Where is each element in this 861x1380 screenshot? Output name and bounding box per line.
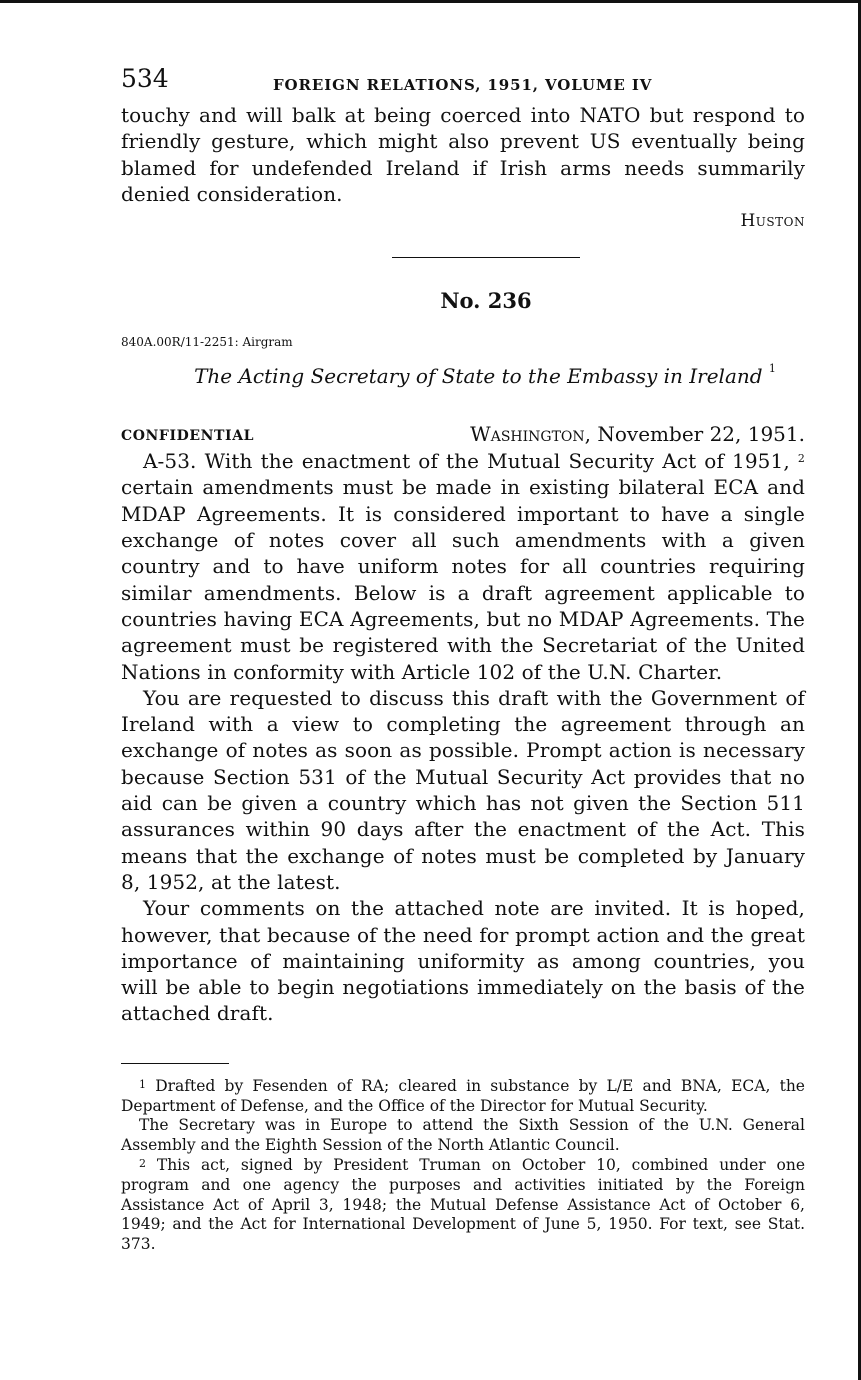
- footnote: [121, 1156, 805, 1255]
- footnote-divider: [121, 1063, 229, 1064]
- document-title-text: The Acting Secretary of State to the Embassy in Ireland: [194, 364, 763, 389]
- file-reference: 840A.00R/11-2251: Airgram: [121, 335, 293, 350]
- footnote-ref-1: 1: [768, 362, 776, 376]
- footnote-text: Drafted by Fesenden of RA; cleared in substance by L/E and BNA, ECA, the Department of Defense, and the Office of the Director for Mutual Security.: [121, 1076, 805, 1115]
- page-header: [121, 58, 805, 102]
- continuation-paragraph: touchy and will balk at being coerced into NATO but respond to friendly gesture, which might also prevent US eventually being blamed for undefended Ireland if Irish arms needs summarily denied consideration.: [121, 103, 805, 206]
- footnote: [121, 1077, 805, 1117]
- document-title: [143, 364, 827, 388]
- paragraph-1-text-continued: certain amendments must be made in existing bilateral ECA and MDAP Agreements. It is considered important to have a single exchange of notes cover all such amendments with a given country and to have uniform notes for all countries requiring similar amendments. Below is a draft agreement applicable to countries having ECA Agreements, but no MDAP Agreements. The agreement must be registered with the Secretariat of the United Nations in conformity with Article 102 of the U.N. Charter.: [121, 475, 805, 684]
- dateline: [121, 422, 805, 448]
- signature: Huston: [740, 211, 805, 232]
- document-page: [121, 58, 805, 1255]
- paragraph-3: Your comments on the attached note are invited. It is hoped, however, that because of the need for prompt action and the great importance of maintaining uniformity as among countries, you will be able to begin negotiations immediately on the basis of the attached draft.: [121, 896, 805, 1026]
- date: November 22, 1951.: [597, 422, 805, 447]
- paragraph-1-text: A-53. With the enactment of the Mutual Security Act of 1951,: [143, 449, 790, 474]
- footnote-mark: 2: [139, 1156, 146, 1170]
- footnote-text: This act, signed by President Truman on October 10, combined under one program and one agency the purposes and activities initiated by the Foreign Assistance Act of April 3, 1948; the Mutual Defense Assistance Act of October 6, 1949; and the Act for International Development of June 5, 1950. For text, see Stat. 373.: [121, 1155, 805, 1254]
- place: Washington: [470, 422, 585, 447]
- footnote-ref-2: 2: [797, 452, 805, 466]
- place-date: Washington, November 22, 1951.: [470, 422, 805, 447]
- classification: CONFIDENTIAL: [121, 428, 255, 445]
- footnotes: [121, 1077, 805, 1255]
- footnote-text: The Secretary was in Europe to attend the Sixth Session of the U.N. General Assembly and the Eighth Session of the North Atlantic Council.: [121, 1116, 805, 1155]
- page-number: 534: [121, 64, 169, 93]
- footnote: [121, 1116, 805, 1156]
- paragraph-1: [121, 448, 805, 685]
- paragraph-2: You are requested to discuss this draft with the Government of Ireland with a view to completing the agreement through an exchange of notes as soon as possible. Prompt action is necessary because Section 531 of the Mutual Security Act provides that no aid can be given a country which has not given the Section 511 assurances within 90 days after the enactment of the Act. This means that the exchange of notes must be completed by January 8, 1952, at the latest.: [121, 685, 805, 894]
- running-head: FOREIGN RELATIONS, 1951, VOLUME IV: [273, 76, 653, 94]
- section-divider: [392, 257, 580, 258]
- top-border: [0, 0, 861, 3]
- document-number: No. 236: [440, 288, 532, 314]
- footnote-mark: 1: [139, 1077, 146, 1091]
